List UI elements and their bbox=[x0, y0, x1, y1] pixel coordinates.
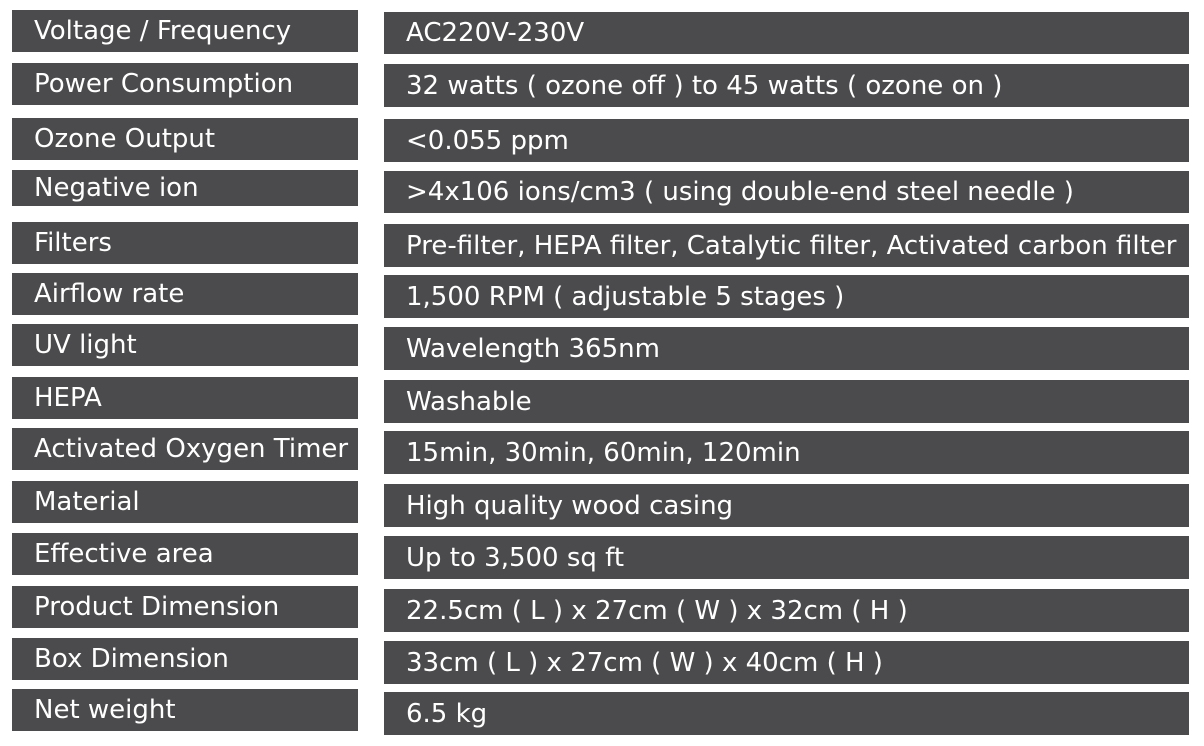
spec-label-effective-area: Effective area bbox=[12, 533, 358, 575]
spec-label-hepa: HEPA bbox=[12, 377, 358, 419]
spec-value-box-dimension: 33cm ( L ) x 27cm ( W ) x 40cm ( H ) bbox=[384, 641, 1189, 684]
spec-value-negative-ion: >4x106 ions/cm3 ( using double-end steel needle ) bbox=[384, 171, 1189, 213]
spec-label-filters: Filters bbox=[12, 222, 358, 264]
spec-label-net-weight: Net weight bbox=[12, 689, 358, 731]
spec-label-timer: Activated Oxygen Timer bbox=[12, 428, 358, 470]
spec-value-hepa: Washable bbox=[384, 380, 1189, 423]
spec-label-material: Material bbox=[12, 481, 358, 523]
spec-value-timer: 15min, 30min, 60min, 120min bbox=[384, 431, 1189, 474]
spec-label-uv-light: UV light bbox=[12, 324, 358, 366]
spec-label-voltage: Voltage / Frequency bbox=[12, 10, 358, 52]
spec-value-material: High quality wood casing bbox=[384, 484, 1189, 527]
spec-value-product-dimension: 22.5cm ( L ) x 27cm ( W ) x 32cm ( H ) bbox=[384, 589, 1189, 632]
spec-label-negative-ion: Negative ion bbox=[12, 170, 358, 206]
spec-value-effective-area: Up to 3,500 sq ft bbox=[384, 536, 1189, 579]
spec-value-power: 32 watts ( ozone off ) to 45 watts ( ozone on ) bbox=[384, 64, 1189, 107]
spec-label-box-dimension: Box Dimension bbox=[12, 638, 358, 680]
spec-label-ozone: Ozone Output bbox=[12, 118, 358, 160]
spec-value-net-weight: 6.5 kg bbox=[384, 692, 1189, 735]
spec-value-airflow: 1,500 RPM ( adjustable 5 stages ) bbox=[384, 275, 1189, 318]
spec-value-ozone: <0.055 ppm bbox=[384, 119, 1189, 162]
spec-label-airflow: Airflow rate bbox=[12, 273, 358, 315]
spec-label-product-dimension: Product Dimension bbox=[12, 586, 358, 628]
spec-value-uv-light: Wavelength 365nm bbox=[384, 327, 1189, 370]
spec-value-voltage: AC220V-230V bbox=[384, 12, 1189, 54]
spec-value-filters: Pre-filter, HEPA filter, Catalytic filter, Activated carbon filter bbox=[384, 224, 1189, 267]
spec-label-power: Power Consumption bbox=[12, 63, 358, 105]
